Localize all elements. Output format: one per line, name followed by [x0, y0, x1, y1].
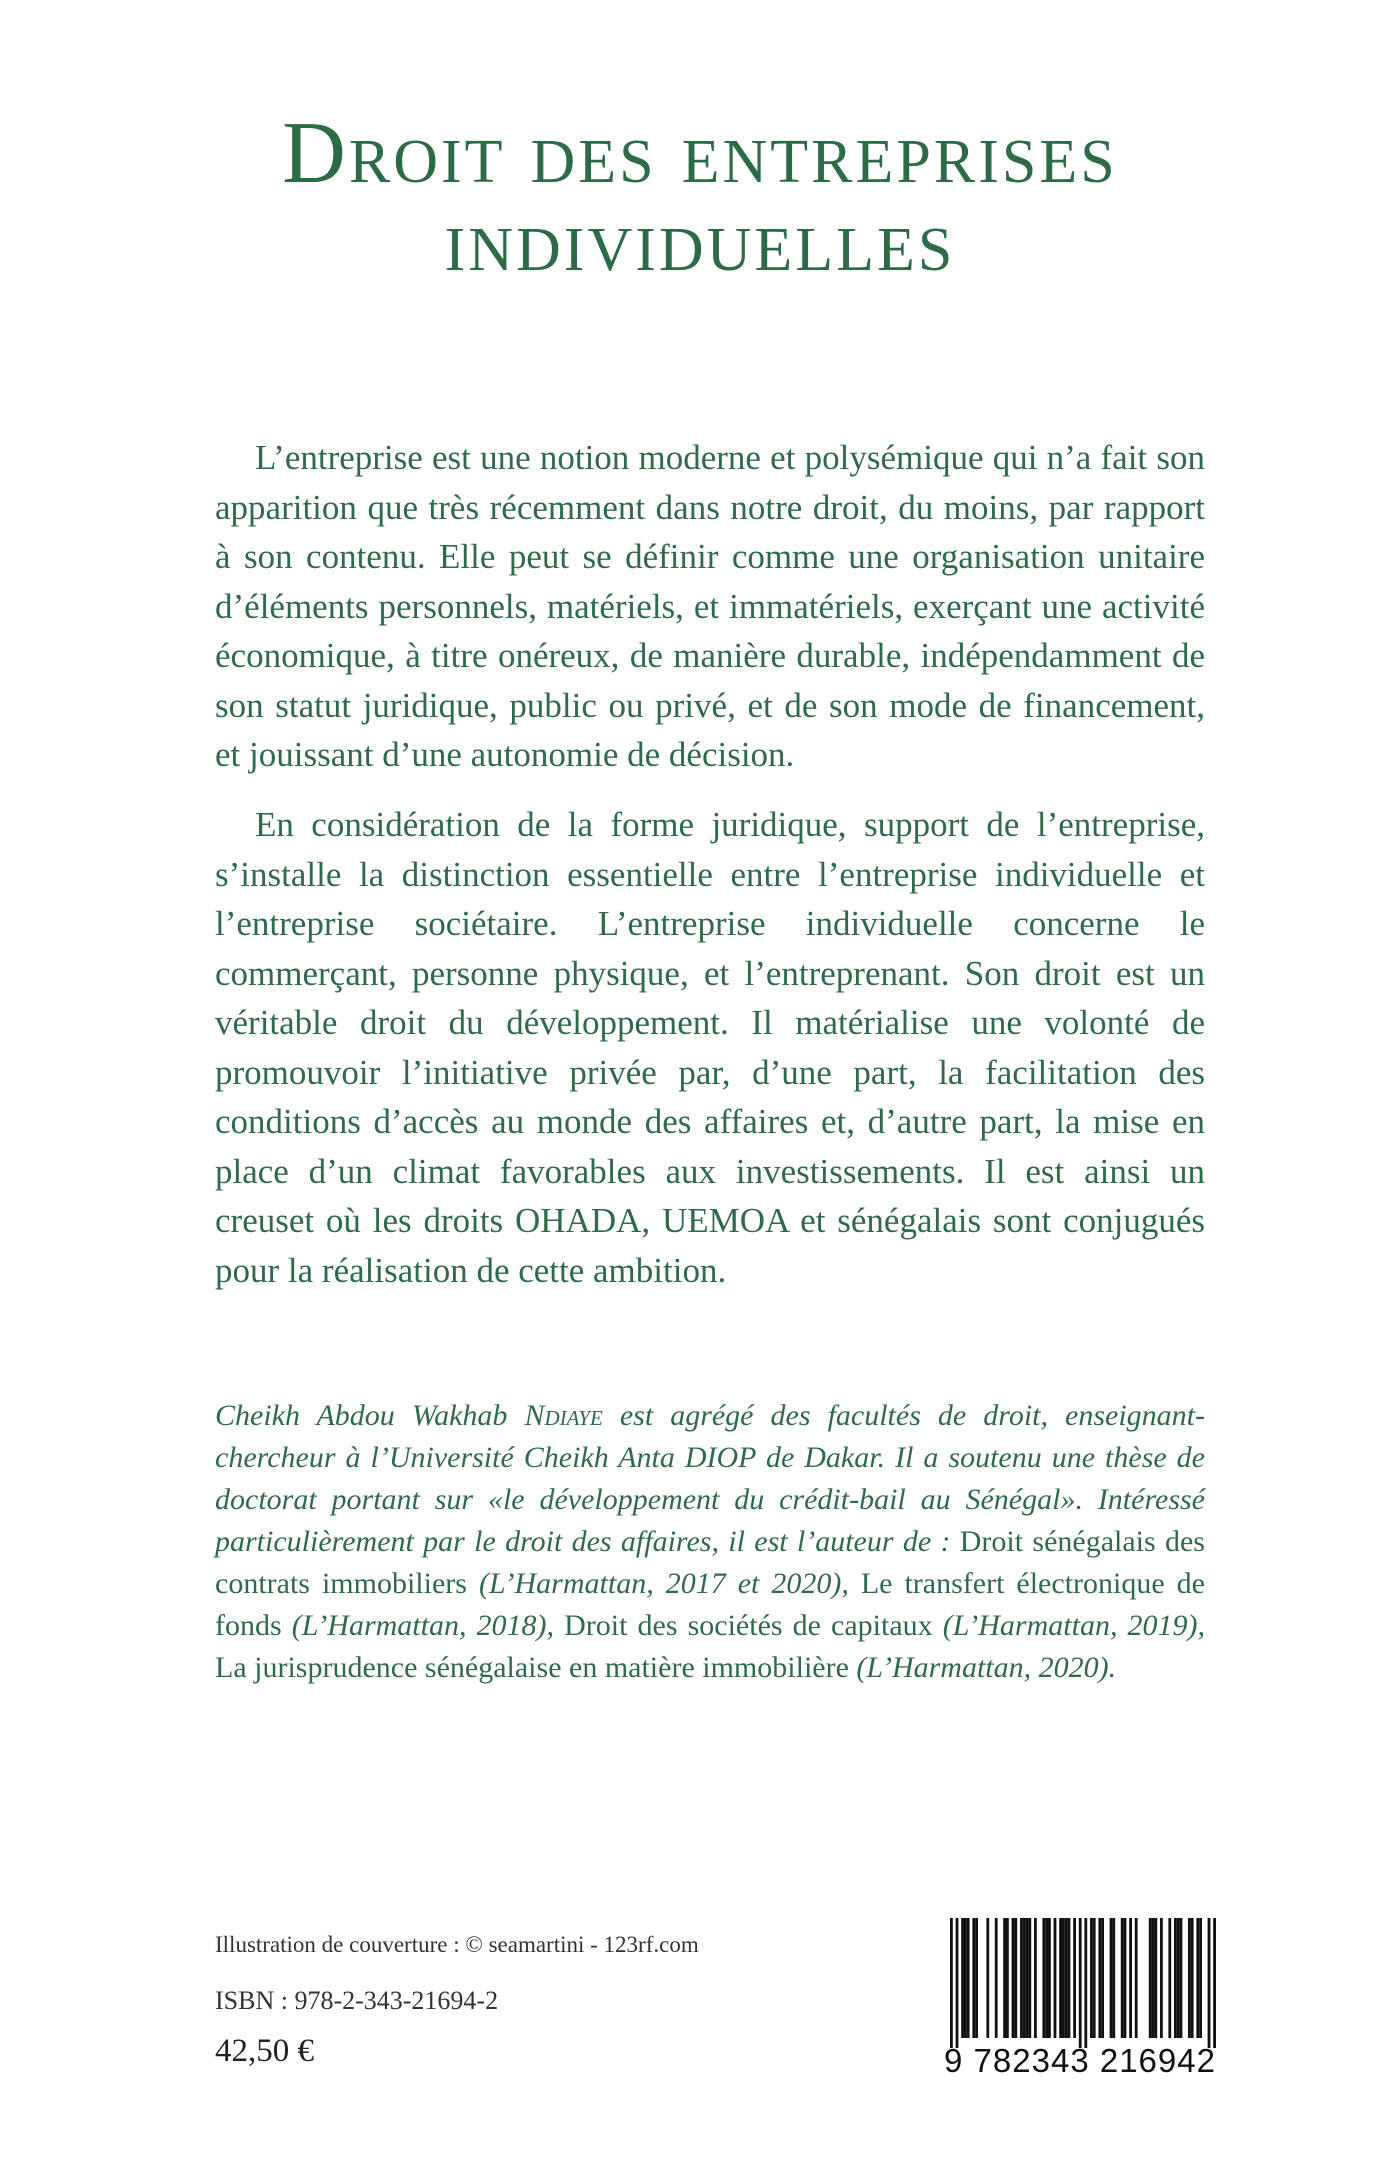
barcode-digits: 9 782343 216942 — [944, 2042, 1216, 2079]
barcode-bar — [1042, 1918, 1045, 2038]
barcode-bar — [972, 1918, 975, 2038]
summary-paragraph-2: En considération de la forme juridique, support de l’entreprise, s’installe la distinction essentielle entre l’entreprise individuelle et l’entreprise sociétaire. L’entreprise individuelle concerne le commerçant, personne physique, et l’entreprenant. Son droit est un véritable droit du développement. Il matérialise une volonté de promouvoir l’initiative privée par, d’une part, la facilitation des conditions d’accès au monde des affaires et, d’autre part, la mise en place d’un climat favorables aux investissements. Il est ainsi un creuset où les droits OHADA, UEMOA et sénégalais sont conjugués pour la réalisation de cette ambition. — [215, 805, 1205, 1290]
barcode-bar — [1213, 1918, 1216, 2048]
publisher-4: (L’Harmattan, 2020). — [848, 1651, 1117, 1684]
summary-paragraph-1: L’entreprise est une notion moderne et polysémique qui n’a fait son apparition que très récemment dans notre droit, du moins, par rapport à son contenu. Elle peut se définir comme une organisation unitaire d’éléments personnels, matériels, et immatériels, exerçant une activité économique, à titre onéreux, de manière durable, indépendamment de son statut juridique, public ou privé, et de son mode de financement, et jouissant d’une autonomie de décision. — [215, 438, 1205, 774]
barcode-bar — [1054, 1918, 1057, 2038]
barcode-bar — [1068, 1918, 1071, 2038]
book-title-3: Droit des sociétés de capitaux — [564, 1609, 933, 1642]
barcode-bar — [1199, 1918, 1202, 2038]
barcode-bars — [930, 1918, 1230, 2048]
barcode-bar — [1028, 1918, 1031, 2038]
barcode-bar — [1026, 1918, 1029, 2038]
isbn-number: ISBN : 978-2-343-21694-2 — [215, 1986, 499, 2015]
barcode-bar — [1084, 1918, 1087, 2048]
barcode-bar — [956, 1918, 959, 2048]
barcode-bar — [1208, 1918, 1211, 2048]
publisher-1: (L’Harmattan, 2017 et 2020), — [466, 1567, 861, 1600]
author-first-name: Cheikh Abdou Wakhab — [215, 1399, 525, 1432]
barcode-bar — [950, 1918, 953, 2048]
title-line-2: individuelles — [444, 193, 956, 290]
barcode-bar — [1124, 1918, 1127, 2038]
barcode-bar — [1079, 1918, 1082, 2048]
book-title-4: La jurisprudence sénégalaise en matière immobilière — [215, 1651, 849, 1684]
barcode-bar — [961, 1918, 964, 2038]
barcode-bar — [1121, 1918, 1124, 2038]
barcode-bar — [1168, 1918, 1171, 2038]
barcode-bar — [1101, 1918, 1104, 2038]
barcode-bar — [1003, 1918, 1006, 2038]
barcode-bar — [1191, 1918, 1194, 2038]
barcode-bar — [1135, 1918, 1138, 2038]
barcode-bar — [1048, 1918, 1051, 2038]
barcode-bar — [1006, 1918, 1009, 2038]
barcode-bar — [1160, 1918, 1163, 2038]
barcode-bar — [1012, 1918, 1015, 2038]
barcode-bar — [1045, 1918, 1048, 2038]
barcode-bar — [975, 1918, 978, 2038]
book-title-2: Le transfert électronique de fonds — [215, 1567, 1205, 1642]
barcode-bar — [1110, 1918, 1113, 2038]
barcode-bar — [1059, 1918, 1062, 2038]
price: 42,50 € — [215, 2033, 314, 2069]
barcode-bar — [1098, 1918, 1101, 2038]
barcode-bar — [995, 1918, 998, 2038]
barcode-bar — [1188, 1918, 1191, 2038]
title-line-1: Droit des entreprises — [282, 105, 1118, 202]
barcode-bar — [1174, 1918, 1177, 2038]
publisher-3: (L’Harmattan, 2019), — [932, 1609, 1206, 1642]
barcode-bar — [1149, 1918, 1152, 2038]
cover-illustration-credit: Illustration de couverture : © seamartini - 123rf.com — [215, 1932, 699, 1957]
barcode-bar — [1023, 1918, 1026, 2038]
barcode-bar — [1152, 1918, 1155, 2038]
barcode-bar — [1062, 1918, 1065, 2038]
author-last-name: Ndiaye — [524, 1399, 603, 1432]
barcode-bar — [1196, 1918, 1199, 2038]
book-title-1: Droit sénégalais des contrats immobiliers — [215, 1525, 1205, 1600]
bio-intro: est agrégé des facultés de droit, enseignant-chercheur à l’Université Cheikh Anta DIOP de Dakar. Il a soutenu une thèse de doctorat portant sur «le développement du crédit-bail au Sénégal». Intéressé particulièrement par le droit des affaires, il est l’auteur de : — [215, 1399, 1206, 1558]
barcode-bar — [1180, 1918, 1183, 2038]
barcode-bar — [1034, 1918, 1037, 2038]
publisher-2: (L’Harmattan, 2018), — [281, 1609, 565, 1642]
isbn-barcode — [930, 1918, 1230, 2084]
barcode-bar — [1065, 1918, 1068, 2038]
barcode-bar — [1129, 1918, 1132, 2038]
barcode-bar — [1014, 1918, 1017, 2038]
barcode-bar — [967, 1918, 970, 2038]
barcode-bar — [1154, 1918, 1157, 2038]
barcode-bar — [1112, 1918, 1115, 2038]
barcode-bar — [964, 1918, 967, 2038]
barcode-bar — [986, 1918, 989, 2038]
barcode-bar — [1177, 1918, 1180, 2038]
barcode-bar — [1090, 1918, 1093, 2038]
barcode-bar — [1093, 1918, 1096, 2038]
author-bio — [215, 1395, 1205, 1689]
barcode-bar — [1020, 1918, 1023, 2038]
barcode-bar — [1073, 1918, 1076, 2038]
book-title — [0, 105, 1400, 290]
